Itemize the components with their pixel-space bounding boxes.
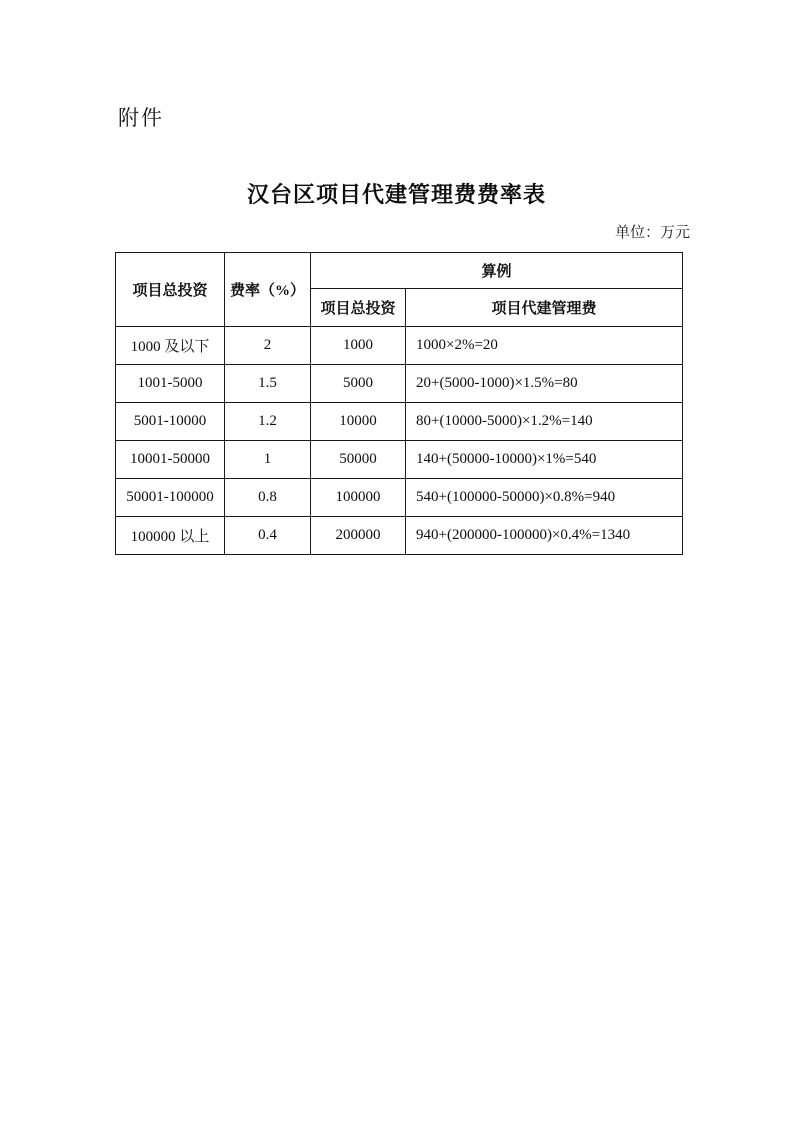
cell-rate: 1.5: [225, 365, 311, 403]
header-cell-example-group: 算例: [311, 253, 683, 289]
cell-rate: 1: [225, 441, 311, 479]
cell-rate: 1.2: [225, 403, 311, 441]
cell-example-fee: 1000×2%=20: [406, 327, 683, 365]
header-cell-investment: 项目总投资: [116, 253, 225, 327]
cell-example-fee: 140+(50000-10000)×1%=540: [406, 441, 683, 479]
cell-example-investment: 10000: [311, 403, 406, 441]
table-row: [116, 403, 683, 441]
table-row: [116, 327, 683, 365]
cell-rate: 2: [225, 327, 311, 365]
header-cell-rate: 费率（%）: [225, 253, 311, 327]
cell-investment-range: 1000 及以下: [116, 327, 225, 365]
cell-investment-range: 100000 以上: [116, 517, 225, 555]
unit-note: 单位：万元: [614, 225, 690, 241]
cell-example-fee: 540+(100000-50000)×0.8%=940: [406, 479, 683, 517]
fee-rate-table: [115, 252, 683, 555]
cell-example-fee: 940+(200000-100000)×0.4%=1340: [406, 517, 683, 555]
cell-rate: 0.4: [225, 517, 311, 555]
document-title: 汉台区项目代建管理费费率表: [246, 182, 546, 207]
cell-investment-range: 10001-50000: [116, 441, 225, 479]
cell-investment-range: 1001-5000: [116, 365, 225, 403]
header-row-top: [116, 253, 683, 289]
cell-investment-range: 5001-10000: [116, 403, 225, 441]
cell-rate: 0.8: [225, 479, 311, 517]
cell-example-fee: 20+(5000-1000)×1.5%=80: [406, 365, 683, 403]
cell-example-fee: 80+(10000-5000)×1.2%=140: [406, 403, 683, 441]
table-row: [116, 365, 683, 403]
cell-example-investment: 1000: [311, 327, 406, 365]
table-row: [116, 441, 683, 479]
header-cell-example-investment: 项目总投资: [311, 289, 406, 327]
cell-investment-range: 50001-100000: [116, 479, 225, 517]
cell-example-investment: 50000: [311, 441, 406, 479]
cell-example-investment: 200000: [311, 517, 406, 555]
cell-example-investment: 5000: [311, 365, 406, 403]
cell-example-investment: 100000: [311, 479, 406, 517]
table-row: [116, 517, 683, 555]
table-row: [116, 479, 683, 517]
attachment-label: 附件: [118, 107, 164, 130]
header-cell-example-fee: 项目代建管理费: [406, 289, 683, 327]
